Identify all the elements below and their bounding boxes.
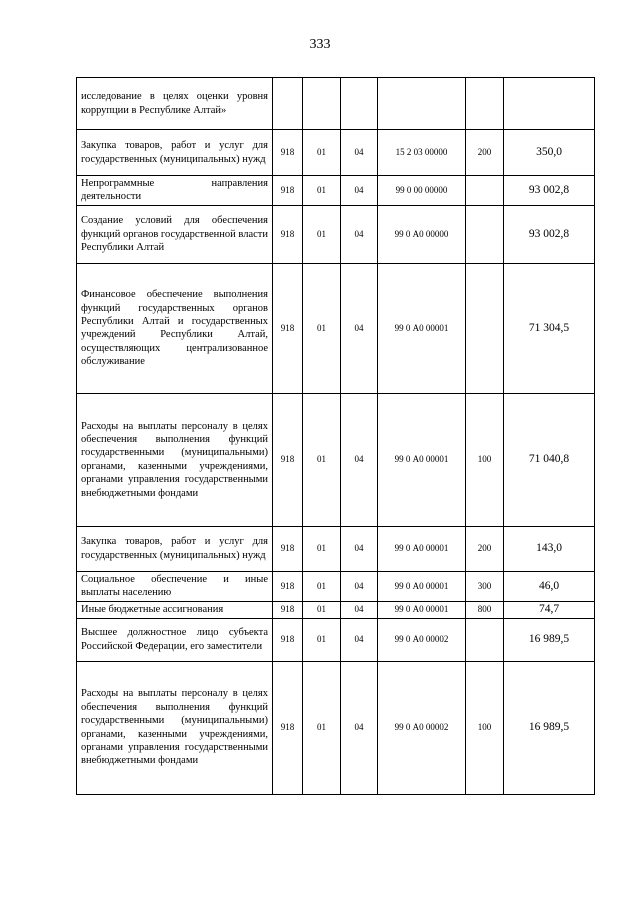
cell-name: Высшее должностное лицо субъекта Российской Федерации, его заместители <box>77 618 273 661</box>
cell-expense-type <box>466 176 504 206</box>
table-row <box>77 78 595 130</box>
cell-section: 01 <box>303 205 341 263</box>
cell-target-article: 99 0 А0 00001 <box>378 601 466 618</box>
cell-target-article: 99 0 А0 00001 <box>378 393 466 526</box>
cell-amount: 74,7 <box>504 601 595 618</box>
cell-name: исследование в целях оценки уровня коррупции в Республике Алтай» <box>77 78 273 130</box>
cell-amount <box>504 78 595 130</box>
cell-name: Закупка товаров, работ и услуг для государственных (муниципальных) нужд <box>77 526 273 571</box>
cell-amount: 93 002,8 <box>504 205 595 263</box>
cell-target-article: 99 0 00 00000 <box>378 176 466 206</box>
cell-amount: 46,0 <box>504 571 595 601</box>
cell-section: 01 <box>303 130 341 176</box>
cell-ministry-code: 918 <box>273 601 303 618</box>
budget-table <box>76 77 595 795</box>
table-row <box>77 661 595 794</box>
cell-subsection: 04 <box>341 571 378 601</box>
cell-ministry-code: 918 <box>273 526 303 571</box>
cell-expense-type <box>466 205 504 263</box>
cell-ministry-code: 918 <box>273 176 303 206</box>
cell-amount: 93 002,8 <box>504 176 595 206</box>
cell-section: 01 <box>303 571 341 601</box>
cell-name: Социальное обеспечение и иные выплаты населению <box>77 571 273 601</box>
cell-ministry-code: 918 <box>273 130 303 176</box>
cell-name: Непрограммные направления деятельности <box>77 176 273 206</box>
cell-ministry-code: 918 <box>273 263 303 393</box>
cell-ministry-code: 918 <box>273 618 303 661</box>
cell-amount: 16 989,5 <box>504 661 595 794</box>
cell-section: 01 <box>303 526 341 571</box>
cell-ministry-code <box>273 78 303 130</box>
table-row <box>77 176 595 206</box>
cell-name: Расходы на выплаты персоналу в целях обеспечения выполнения функций государственными (муниципальными) органами, казенными учреждениями, органами управления государственными внебюджетными фондами <box>77 393 273 526</box>
cell-expense-type: 100 <box>466 393 504 526</box>
cell-subsection: 04 <box>341 130 378 176</box>
cell-section <box>303 78 341 130</box>
cell-amount: 350,0 <box>504 130 595 176</box>
cell-ministry-code: 918 <box>273 393 303 526</box>
table-row <box>77 263 595 393</box>
cell-expense-type: 300 <box>466 571 504 601</box>
cell-subsection: 04 <box>341 601 378 618</box>
cell-expense-type: 100 <box>466 661 504 794</box>
budget-table-body <box>77 78 595 795</box>
cell-name: Создание условий для обеспечения функций органов государственной власти Республики Алтай <box>77 205 273 263</box>
cell-section: 01 <box>303 661 341 794</box>
cell-subsection: 04 <box>341 526 378 571</box>
cell-subsection: 04 <box>341 176 378 206</box>
cell-subsection: 04 <box>341 661 378 794</box>
cell-amount: 71 040,8 <box>504 393 595 526</box>
cell-section: 01 <box>303 263 341 393</box>
cell-expense-type <box>466 78 504 130</box>
cell-name: Расходы на выплаты персоналу в целях обеспечения выполнения функций государственными (муниципальными) органами, казенными учреждениями, органами управления государственными внебюджетными фондами <box>77 661 273 794</box>
cell-expense-type: 200 <box>466 130 504 176</box>
cell-target-article: 15 2 03 00000 <box>378 130 466 176</box>
cell-subsection: 04 <box>341 618 378 661</box>
cell-name: Закупка товаров, работ и услуг для государственных (муниципальных) нужд <box>77 130 273 176</box>
page-number: 333 <box>309 37 331 52</box>
cell-amount: 71 304,5 <box>504 263 595 393</box>
cell-target-article: 99 0 А0 00000 <box>378 205 466 263</box>
table-row <box>77 393 595 526</box>
cell-target-article: 99 0 А0 00002 <box>378 618 466 661</box>
cell-name: Иные бюджетные ассигнования <box>77 601 273 618</box>
cell-name: Финансовое обеспечение выполнения функций государственных органов Республики Алтай и государственных учреждений Республики Алтай, осуществляющих централизованное обслуживание <box>77 263 273 393</box>
cell-section: 01 <box>303 176 341 206</box>
cell-expense-type: 800 <box>466 601 504 618</box>
cell-section: 01 <box>303 393 341 526</box>
cell-amount: 143,0 <box>504 526 595 571</box>
table-row <box>77 618 595 661</box>
cell-ministry-code: 918 <box>273 205 303 263</box>
cell-target-article: 99 0 А0 00001 <box>378 526 466 571</box>
cell-target-article <box>378 78 466 130</box>
table-row <box>77 571 595 601</box>
cell-expense-type <box>466 618 504 661</box>
cell-amount: 16 989,5 <box>504 618 595 661</box>
cell-subsection: 04 <box>341 393 378 526</box>
cell-subsection: 04 <box>341 263 378 393</box>
table-row <box>77 526 595 571</box>
table-row <box>77 601 595 618</box>
cell-target-article: 99 0 А0 00001 <box>378 571 466 601</box>
cell-ministry-code: 918 <box>273 661 303 794</box>
cell-subsection: 04 <box>341 205 378 263</box>
cell-expense-type: 200 <box>466 526 504 571</box>
cell-section: 01 <box>303 601 341 618</box>
cell-target-article: 99 0 А0 00002 <box>378 661 466 794</box>
cell-target-article: 99 0 А0 00001 <box>378 263 466 393</box>
cell-subsection <box>341 78 378 130</box>
table-row <box>77 130 595 176</box>
table-row <box>77 205 595 263</box>
cell-section: 01 <box>303 618 341 661</box>
cell-ministry-code: 918 <box>273 571 303 601</box>
cell-expense-type <box>466 263 504 393</box>
